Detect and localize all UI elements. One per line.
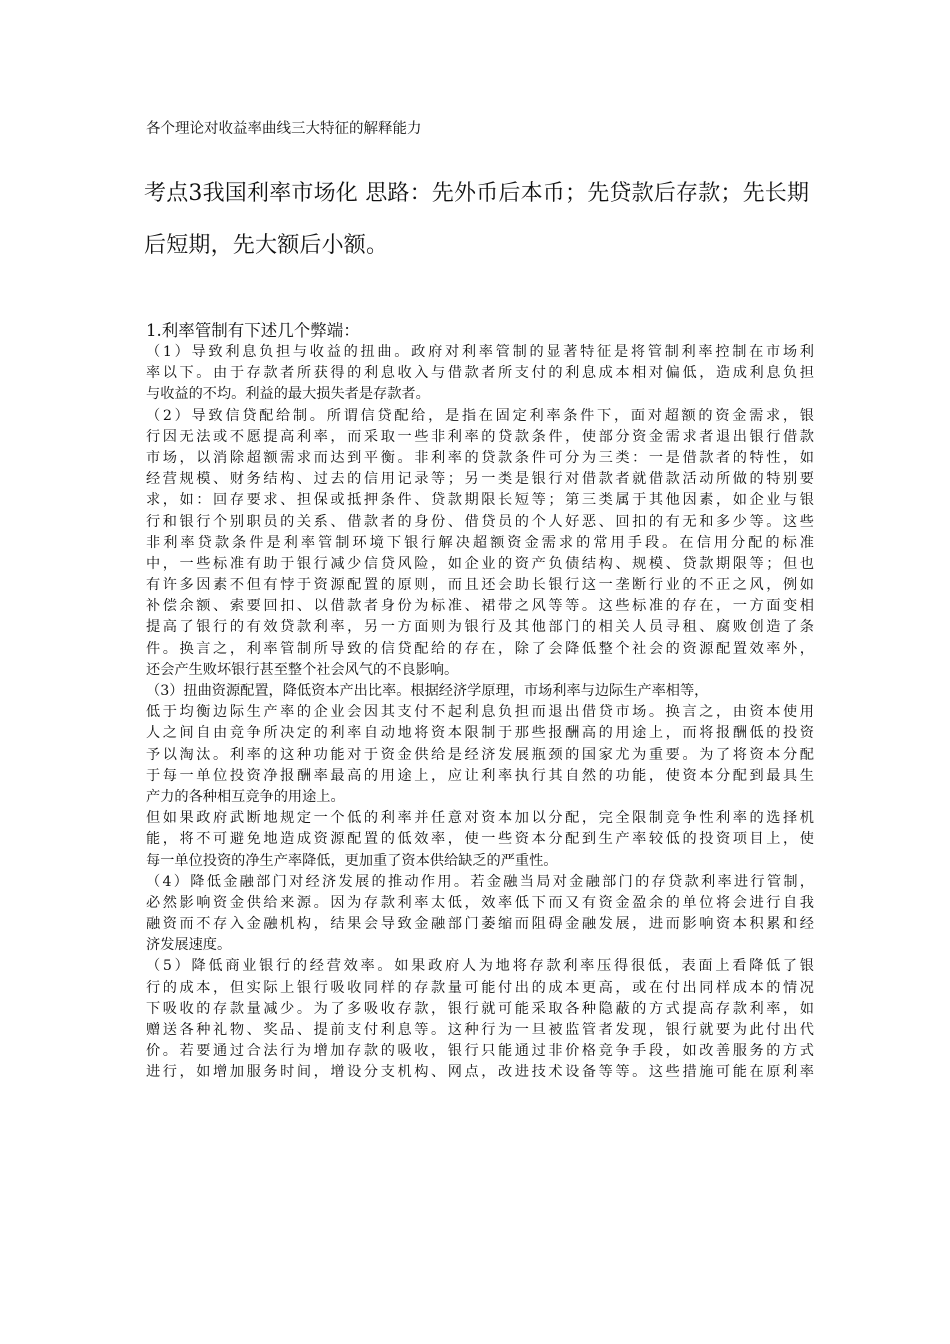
body-text-line: 率以下。由于存款者所获得的利息收入与借款者所支付的利息成本相对偏低，造成利息负担 (146, 365, 814, 382)
body-text-line: 经营规模、财务结构、过去的信用记录等；另一类是银行对借款者就借款活动所做的特别要 (146, 471, 814, 488)
section-title: 1.利率管制有下述几个弊端： (146, 321, 360, 340)
body-text-line: 价。若要通过合法行为增加存款的吸收，银行只能通过非价格竞争手段，如改善服务的方式 (146, 1043, 814, 1060)
body-text-line: 每一单位投资的净生产率降低，更加重了资本供给缺乏的严重性。 (146, 852, 558, 869)
body-text-line: 赠送各种礼物、奖品、提前支付利息等。这种行为一旦被监管者发现，银行就要为此付出代 (146, 1022, 814, 1038)
body-text-line: 低于均衡边际生产率的企业会因其支付不起利息负担而退出借贷市场。换言之，由资本使用 (146, 704, 814, 721)
body-text-line: 产力的各种相互竞争的用途上。 (146, 788, 345, 805)
body-text-line: 有许多因素不但有悖于资源配置的原则，而且还会助长银行这一垄断行业的不正之风，例如 (146, 577, 814, 594)
body-text-line: 还会产生败坏银行甚至整个社会风气的不良影响。 (146, 661, 459, 678)
body-text-line: 与收益的不均。利益的最大损失者是存款者。 (146, 386, 430, 403)
body-text-line: 人之间自由竞争所决定的利率自动地将资本限制于那些报酬高的用途上，而将报酬低的投资 (146, 725, 814, 742)
body-text-line: 补偿余额、索要回扣、以借款者身份为标准、裙带之风等等。这些标准的存在，一方面变相 (146, 598, 814, 615)
body-text-line: 予以淘汰。利率的这种功能对于资金供给是经济发展瓶颈的国家尤为重要。为了将资本分配 (146, 746, 814, 763)
body-text-line: 件。换言之，利率管制所导致的信贷配给的存在，除了会降低整个社会的资源配置效率外， (146, 640, 814, 657)
body-text-line: （3）扭曲资源配置，降低资本产出比率。根据经济学原理，市场利率与边际生产率相等， (146, 683, 709, 699)
body-text-line: 行的成本，但实际上银行吸收同样的存款量可能付出的成本更高，或在付出同样成本的情况 (146, 979, 814, 996)
body-text-line: （1）导致利息负担与收益的扭曲。政府对利率管制的显著特征是将管制利率控制在市场利 (146, 344, 814, 360)
body-text-line: （2）导致信贷配给制。所谓信贷配给，是指在固定利率条件下，面对超额的资金需求，银 (146, 407, 814, 424)
body-text-line: 于每一单位投资净报酬率最高的用途上，应让利率执行其自然的功能，使资本分配到最具生 (146, 767, 814, 784)
body-text-line: 行因无法或不愿提高利率，而采取一些非利率的贷款条件，使部分资金需求者退出银行借款 (146, 428, 814, 445)
body-text-line: 融资而不存入金融机构，结果会导致金融部门萎缩而阻碍金融发展，进而影响资本积累和经 (146, 916, 814, 933)
body-text-line: 下吸收的存款量减少。为了多吸收存款，银行就可能采取各种隐蔽的方式提高存款利率，如 (146, 1000, 814, 1017)
body-text-line: （5）降低商业银行的经营效率。如果政府人为地将存款利率压得很低，表面上看降低了银 (146, 958, 814, 975)
topic-heading-line: 考点3我国利率市场化 思路：先外币后本币；先贷款后存款；先长期 (144, 181, 810, 206)
topic-heading-line: 后短期，先大额后小额。 (144, 233, 389, 258)
body-text-line: 中，一些标准有助于银行减少信贷风险，如企业的资产负债结构、规模、贷款期限等；但也 (146, 555, 814, 572)
body-text-line: 非利率贷款条件是利率管制环境下银行解决超额资金需求的常用手段。在信用分配的标准 (146, 534, 814, 551)
body-text-line: 行和银行个别职员的关系、借款者的身份、借贷员的个人好恶、回扣的有无和多少等。这些 (146, 513, 814, 530)
body-text-line: 济发展速度。 (146, 937, 232, 954)
body-text-line: 进行，如增加服务时间，增设分支机构、网点，改进技术设备等等。这些措施可能在原利率 (146, 1064, 814, 1081)
body-text-line: 求，如：回存要求、担保或抵押条件、贷款期限长短等；第三类属于其他因素，如企业与银 (146, 492, 814, 509)
body-text-line: 必然影响资金供给来源。因为存款利率太低，效率低下而又有资金盈余的单位将会进行自我 (146, 894, 814, 911)
topic-heading (144, 168, 814, 272)
body-text-line: 提高了银行的有效贷款利率，另一方面则为银行及其他部门的相关人员寻租、腐败创造了条 (146, 619, 814, 636)
body-text-line: （4）降低金融部门对经济发展的推动作用。若金融当局对金融部门的存贷款利率进行管制， (146, 873, 814, 890)
body-text-line: 但如果政府武断地规定一个低的利率并任意对资本加以分配，完全限制竞争性利率的选择机 (146, 810, 814, 827)
body-paragraphs (146, 342, 814, 1084)
page-heading-small: 各个理论对收益率曲线三大特征的解释能力 (146, 121, 422, 137)
body-text-line: 能，将不可避免地造成资源配置的低效率，使一些资本分配到生产率较低的投资项目上，使 (146, 831, 814, 848)
body-text-line: 市场，以消除超额需求而达到平衡。非利率的贷款条件可分为三类：一是借款者的特性，如 (146, 449, 814, 466)
